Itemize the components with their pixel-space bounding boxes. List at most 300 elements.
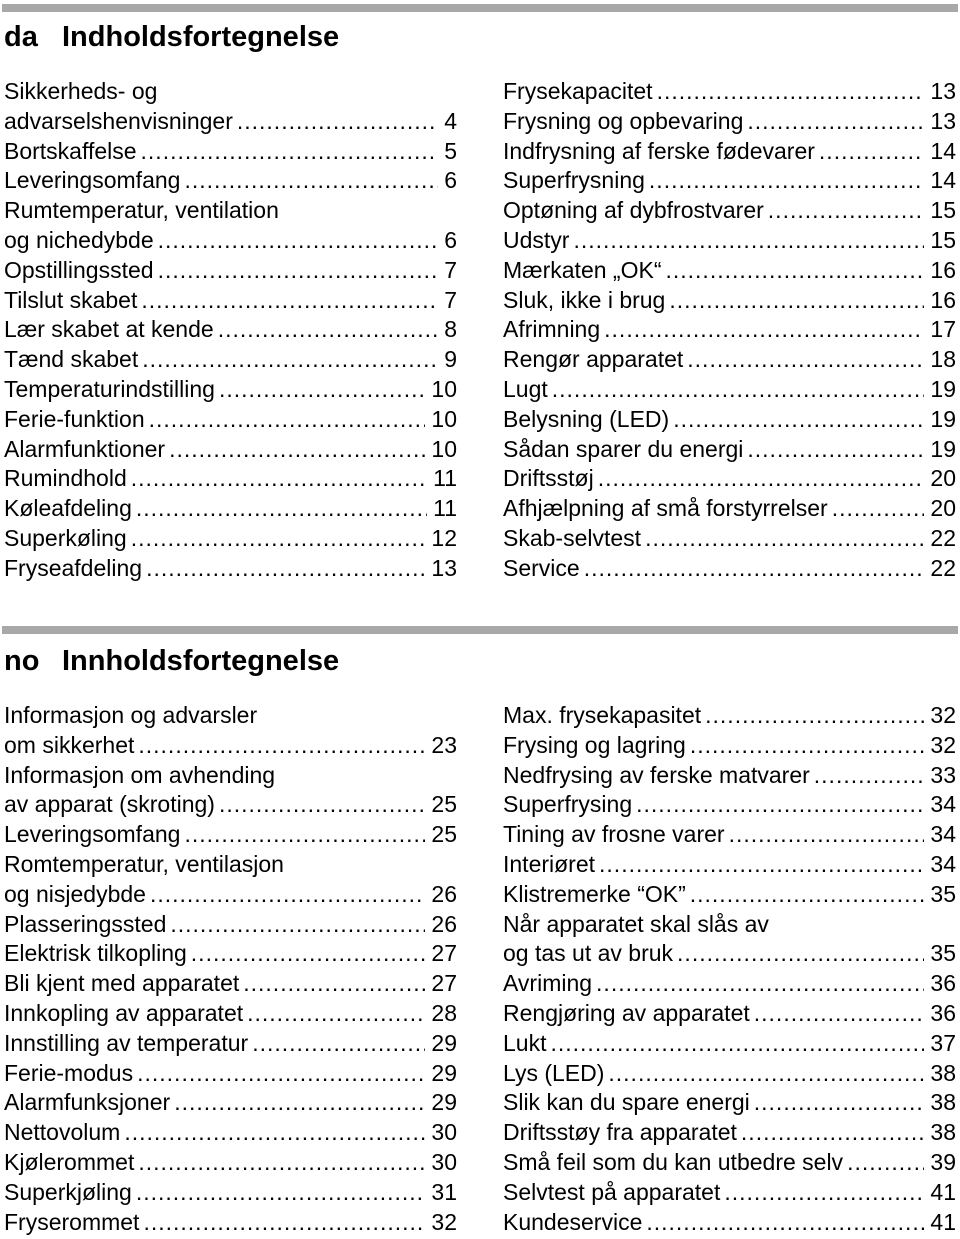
toc-entry-title: Kundeservice: [503, 1208, 643, 1235]
toc-page-number: 7: [444, 256, 457, 283]
toc-entry[interactable]: [503, 1059, 956, 1089]
toc-entry-line: [4, 1059, 457, 1089]
dot-leader: [847, 1148, 924, 1178]
dot-leader: [170, 910, 425, 940]
dot-leader: [598, 464, 925, 494]
dot-leader: [169, 435, 425, 465]
toc-entry[interactable]: [503, 464, 956, 494]
toc-entry-title: Temperaturindstilling: [4, 375, 215, 402]
toc-page-number: 30: [431, 1119, 457, 1146]
dot-leader: [705, 701, 924, 731]
toc-entry-title: Små feil som du kan utbedre selv: [503, 1148, 844, 1175]
toc-entry[interactable]: [4, 1178, 457, 1208]
dot-leader: [552, 375, 925, 405]
toc-entry-line: [4, 524, 457, 554]
toc-entry-title: Ferie-funktion: [4, 405, 145, 432]
toc-entry-line: [4, 880, 457, 910]
toc-entry-title: Bli kjent med apparatet: [4, 970, 240, 997]
toc-entry-title: Alarmfunksjoner: [4, 1089, 171, 1116]
toc-entry-title: Fryserommet: [4, 1208, 140, 1235]
toc-entry[interactable]: [503, 435, 956, 465]
toc-entry[interactable]: [4, 166, 457, 196]
toc-entry[interactable]: [4, 77, 457, 137]
toc-entry[interactable]: [503, 524, 956, 554]
dot-leader: [174, 1088, 425, 1118]
toc-page-number: 34: [930, 821, 956, 848]
section-heading: [4, 21, 339, 54]
toc-entry[interactable]: [503, 107, 956, 137]
toc-entry-title: Udstyr: [503, 226, 570, 253]
language-code: da: [4, 21, 38, 53]
toc-entry-title: Max. frysekapasitet: [503, 702, 702, 728]
toc-page-number: 22: [930, 524, 956, 551]
toc-page-number: 26: [431, 910, 457, 937]
dot-leader: [754, 1088, 925, 1118]
toc-entry[interactable]: [503, 494, 956, 524]
toc-entry-title: Sikkerheds- og: [4, 78, 158, 104]
section-heading: [4, 645, 339, 678]
toc-entry-line: [503, 524, 956, 554]
dot-leader: [669, 286, 924, 316]
toc-entry[interactable]: [4, 345, 457, 375]
dot-leader: [252, 1029, 425, 1059]
section-rule: [2, 626, 958, 634]
toc-entry-title: Rumindhold: [4, 465, 127, 492]
toc-entry[interactable]: [503, 226, 956, 256]
dot-leader: [146, 554, 425, 584]
toc-entry-title: Bortskaffelse: [4, 137, 137, 164]
toc-entry-title: Service: [503, 554, 580, 581]
toc-entry-title: Nedfrysing av ferske matvarer: [503, 761, 810, 788]
dot-leader: [141, 286, 438, 316]
toc-page-number: 27: [431, 970, 457, 997]
toc-entry[interactable]: [503, 77, 956, 107]
toc-page-number: 41: [930, 1178, 956, 1205]
toc-entry[interactable]: [4, 999, 457, 1029]
dot-leader: [150, 880, 425, 910]
dot-leader: [243, 969, 425, 999]
toc-entry-line: [503, 820, 956, 850]
toc-entry-line: [4, 761, 457, 791]
toc-entry[interactable]: [503, 315, 956, 345]
toc-entry-line: [503, 1088, 956, 1118]
toc-entry-title: Slik kan du spare energi: [503, 1089, 750, 1116]
toc-entry-line: [4, 999, 457, 1029]
toc-page-number: 38: [930, 1089, 956, 1116]
toc-entry-title: Rumtemperatur, ventilation: [4, 197, 279, 224]
toc-entry-line: [4, 166, 457, 196]
toc-entry-line: [503, 790, 956, 820]
toc-entry[interactable]: [4, 315, 457, 345]
dot-leader: [690, 880, 925, 910]
toc-entry[interactable]: [4, 435, 457, 465]
dot-leader: [141, 137, 439, 167]
toc-entry[interactable]: [503, 375, 956, 405]
toc-entry[interactable]: [503, 1029, 956, 1059]
dot-leader: [136, 494, 427, 524]
toc-page-number: 35: [930, 940, 956, 967]
toc-page-number: 32: [431, 1208, 457, 1235]
toc-entry[interactable]: [503, 256, 956, 286]
dot-leader: [158, 226, 439, 256]
toc-entry-title: om sikkerhet: [4, 731, 135, 758]
toc-entry[interactable]: [503, 820, 956, 850]
toc-entry-line: [4, 554, 457, 584]
toc-entry-title: Selvtest på apparatet: [503, 1178, 721, 1205]
toc-entry[interactable]: [4, 554, 457, 584]
toc-entry[interactable]: [503, 790, 956, 820]
toc-page-number: 39: [930, 1148, 956, 1175]
toc-entry-line: [503, 226, 956, 256]
toc-page-number: 29: [431, 1029, 457, 1056]
dot-leader: [184, 820, 425, 850]
toc-entry-title: Rengør apparatet: [503, 346, 684, 373]
toc-entry[interactable]: [4, 405, 457, 435]
toc-entry-title: Leveringsomfang: [4, 167, 181, 194]
toc-entry[interactable]: [503, 1148, 956, 1178]
toc-entry-line: [4, 494, 457, 524]
toc-entry[interactable]: [503, 196, 956, 226]
toc-page-number: 20: [930, 495, 956, 522]
dot-leader: [657, 77, 925, 107]
toc-entry[interactable]: [503, 999, 956, 1029]
section-title: Innholdsfortegnelse: [62, 645, 340, 677]
toc-entry-line: [503, 1208, 956, 1238]
toc-page-number: 14: [930, 167, 956, 194]
toc-entry-line: [503, 256, 956, 286]
toc-entry[interactable]: [503, 1088, 956, 1118]
dot-leader: [247, 999, 425, 1029]
toc-entry-title: Fryseafdeling: [4, 554, 143, 581]
toc-entry[interactable]: [503, 969, 956, 999]
toc-entry[interactable]: [503, 1208, 956, 1238]
toc-entry-title: advarselshenvisninger: [4, 107, 233, 134]
toc-entry[interactable]: [4, 256, 457, 286]
toc-entry-title: Avriming: [503, 970, 593, 997]
toc-column-left: [4, 77, 457, 584]
toc-entry-line: [503, 880, 956, 910]
toc-entry[interactable]: [503, 166, 956, 196]
toc-page-number: 5: [444, 137, 457, 164]
toc-entry-title: Belysning (LED): [503, 405, 670, 432]
toc-entry-line: [503, 850, 956, 880]
toc-page-number: 12: [431, 524, 457, 551]
toc-entry-line: [503, 196, 956, 226]
toc-entry-line: [503, 910, 956, 940]
toc-entry[interactable]: [4, 850, 457, 910]
toc-entry-title: Lugt: [503, 375, 548, 402]
toc-entry[interactable]: [503, 880, 956, 910]
dot-leader: [747, 435, 924, 465]
toc-entry-line: [503, 166, 956, 196]
toc-entry[interactable]: [503, 731, 956, 761]
dot-leader: [143, 1208, 425, 1238]
toc-entry[interactable]: [4, 910, 457, 940]
toc-page-number: 32: [930, 731, 956, 758]
toc-entry-line: [4, 345, 457, 375]
toc-page-number: 19: [930, 435, 956, 462]
toc-entry-line: [503, 999, 956, 1029]
toc-entry-title: Mærkaten „OK“: [503, 256, 662, 283]
toc-entry-line: [4, 77, 457, 107]
toc-page-number: 6: [444, 226, 457, 253]
toc-entry[interactable]: [4, 524, 457, 554]
toc-page-number: 16: [930, 256, 956, 283]
toc-page-number: 33: [930, 761, 956, 788]
toc-page-number: 22: [930, 554, 956, 581]
toc-entry[interactable]: [4, 464, 457, 494]
toc-entry-title: og nichedybde: [4, 226, 154, 253]
toc-page-number: 8: [444, 316, 457, 343]
dot-leader: [219, 790, 425, 820]
section-title: Indholdsfortegnelse: [62, 21, 340, 53]
toc-entry[interactable]: [503, 701, 956, 731]
toc-page-number: 19: [930, 375, 956, 402]
toc-entry-title: Indfrysning af ferske fødevarer: [503, 137, 815, 164]
toc-entry-line: [503, 405, 956, 435]
toc-entry-line: [4, 1118, 457, 1148]
dot-leader: [137, 1059, 425, 1089]
toc-entry[interactable]: [503, 850, 956, 880]
toc-entry[interactable]: [503, 405, 956, 435]
toc-entry-title: Informasjon om avhending: [4, 761, 276, 788]
toc-entry[interactable]: [4, 820, 457, 850]
toc-entry[interactable]: [4, 1059, 457, 1089]
toc-entry-line: [4, 1208, 457, 1238]
toc-page-number: 13: [431, 554, 457, 581]
toc-entry[interactable]: [4, 969, 457, 999]
toc-entry-title: Klistremerke “OK”: [503, 880, 686, 907]
dot-leader: [768, 196, 925, 226]
toc-entry-title: Sådan sparer du energi: [503, 435, 744, 462]
toc-page-number: 14: [930, 137, 956, 164]
toc-entry-title: Lys (LED): [503, 1059, 605, 1086]
toc-entry-line: [4, 1029, 457, 1059]
toc-entry-line: [4, 137, 457, 167]
toc-page-number: 4: [444, 107, 457, 134]
toc-entry-title: Interiøret: [503, 850, 596, 877]
toc-entry[interactable]: [503, 910, 956, 970]
toc-entry-title: av apparat (skroting): [4, 791, 215, 818]
toc-entry[interactable]: [503, 345, 956, 375]
section-rule: [2, 4, 958, 12]
toc-entry-title: Superkøling: [4, 524, 127, 551]
toc-entry-line: [4, 731, 457, 761]
toc-page-number: 13: [930, 107, 956, 134]
dot-leader: [687, 345, 924, 375]
toc-entry-title: Superfrysning: [503, 167, 645, 194]
toc-page-number: 38: [930, 1119, 956, 1146]
toc-entry-line: [503, 554, 956, 584]
toc-entry-title: Afhjælpning af små forstyrrelser: [503, 495, 828, 522]
toc-entry[interactable]: [4, 1118, 457, 1148]
dot-leader: [131, 464, 427, 494]
toc-page-number: 34: [930, 791, 956, 818]
toc-entry-line: [4, 969, 457, 999]
toc-entry[interactable]: [4, 1088, 457, 1118]
toc-entry-title: Frysning og opbevaring: [503, 107, 744, 134]
toc-entry-line: [4, 910, 457, 940]
toc-entry[interactable]: [4, 939, 457, 969]
dot-leader: [158, 256, 439, 286]
toc-entry-line: [503, 107, 956, 137]
toc-entry-line: [4, 1088, 457, 1118]
toc-column-left: [4, 701, 457, 1237]
toc-page-number: 19: [930, 405, 956, 432]
toc-entry-title: Sluk, ikke i brug: [503, 286, 666, 313]
toc-entry-title: Nettovolum: [4, 1119, 121, 1146]
toc-entry[interactable]: [4, 137, 457, 167]
toc-entry-title: Elektrisk tilkopling: [4, 940, 187, 967]
toc-entry[interactable]: [503, 286, 956, 316]
dot-leader: [124, 1118, 425, 1148]
dot-leader: [690, 731, 925, 761]
dot-leader: [573, 226, 924, 256]
toc-entry[interactable]: [4, 286, 457, 316]
toc-page-number: 25: [431, 821, 457, 848]
toc-page-number: 10: [431, 375, 457, 402]
toc-entry-line: [503, 464, 956, 494]
toc-entry-line: [503, 761, 956, 791]
dot-leader: [237, 107, 438, 137]
dot-leader: [741, 1118, 924, 1148]
toc-entry-line: [4, 375, 457, 405]
toc-entry-title: Innstilling av temperatur: [4, 1029, 249, 1056]
toc-page-number: 10: [431, 405, 457, 432]
toc-entry-line: [4, 820, 457, 850]
toc-page-number: 28: [431, 999, 457, 1026]
toc-page-number: 27: [431, 940, 457, 967]
toc-entry-line: [4, 226, 457, 256]
toc-page-number: 7: [444, 286, 457, 313]
toc-entry-title: Tining av frosne varer: [503, 821, 725, 848]
toc-entry-line: [503, 286, 956, 316]
toc-page-number: 36: [930, 970, 956, 997]
toc-page-number: 35: [930, 880, 956, 907]
toc-page-number: 29: [431, 1089, 457, 1116]
toc-entry[interactable]: [503, 1118, 956, 1148]
dot-leader: [596, 969, 924, 999]
dot-leader: [584, 554, 925, 584]
dot-leader: [747, 107, 924, 137]
toc-page-number: 10: [431, 435, 457, 462]
toc-entry-line: [503, 1178, 956, 1208]
toc-page-number: 18: [930, 346, 956, 373]
toc-entry[interactable]: [503, 1178, 956, 1208]
toc-entry-line: [4, 464, 457, 494]
toc-page-number: 23: [431, 731, 457, 758]
toc-entry-line: [503, 939, 956, 969]
toc-entry-title: Rengjøring av apparatet: [503, 999, 750, 1026]
toc-page-number: 29: [431, 1059, 457, 1086]
toc-entry[interactable]: [503, 554, 956, 584]
toc-page-number: 30: [431, 1148, 457, 1175]
toc-entry-title: Frysing og lagring: [503, 731, 686, 758]
toc-entry[interactable]: [4, 1208, 457, 1238]
toc-entry-line: [4, 701, 457, 731]
toc-page-number: 11: [433, 495, 457, 522]
dot-leader: [149, 405, 426, 435]
toc-entry-title: Alarmfunktioner: [4, 435, 166, 462]
dot-leader: [218, 315, 439, 345]
dot-leader: [138, 1148, 425, 1178]
toc-entry[interactable]: [503, 137, 956, 167]
toc-page-number: 17: [930, 316, 956, 343]
dot-leader: [729, 820, 925, 850]
toc-page-number: 37: [930, 1029, 956, 1056]
toc-entry-title: Driftsstøj: [503, 465, 594, 492]
toc-entry[interactable]: [4, 196, 457, 256]
dot-leader: [665, 256, 924, 286]
toc-entry-line: [503, 1118, 956, 1148]
toc-entry[interactable]: [4, 494, 457, 524]
toc-entry[interactable]: [4, 1148, 457, 1178]
toc-page-number: 41: [930, 1208, 956, 1235]
toc-column-right: [503, 701, 956, 1237]
toc-entry-line: [4, 1148, 457, 1178]
dot-leader: [724, 1178, 924, 1208]
toc-entry-title: Skab-selvtest: [503, 524, 642, 551]
toc-page-number: 6: [444, 167, 457, 194]
toc-entry[interactable]: [503, 761, 956, 791]
toc-page-number: 32: [930, 702, 956, 728]
language-code: no: [4, 645, 40, 677]
toc-page-number: 16: [930, 286, 956, 313]
dot-leader: [131, 524, 426, 554]
toc-entry-title: og nisjedybde: [4, 880, 146, 907]
toc-entry-title: Køleafdeling: [4, 495, 132, 522]
toc-entry-line: [503, 137, 956, 167]
toc-page-number: 11: [433, 465, 457, 492]
toc-entry-title: Optøning af dybfrostvarer: [503, 197, 764, 224]
dot-leader: [649, 166, 924, 196]
toc-page-number: 31: [431, 1178, 457, 1205]
dot-leader: [219, 375, 425, 405]
toc-entry-line: [4, 1178, 457, 1208]
dot-leader: [599, 850, 924, 880]
toc-entry-line: [4, 256, 457, 286]
toc-entry[interactable]: [4, 761, 457, 821]
toc-entry-line: [503, 1059, 956, 1089]
toc-entry-title: Romtemperatur, ventilasjon: [4, 850, 284, 877]
toc-entry-title: og tas ut av bruk: [503, 940, 674, 967]
dot-leader: [832, 494, 925, 524]
toc-page-number: 9: [444, 346, 457, 373]
dot-leader: [138, 731, 425, 761]
toc-entry-title: Frysekapacitet: [503, 78, 653, 104]
dot-leader: [673, 405, 924, 435]
toc-page-number: 34: [930, 850, 956, 877]
dot-leader: [636, 790, 924, 820]
toc-entry-title: Når apparatet skal slås av: [503, 910, 769, 937]
toc-entry-line: [4, 405, 457, 435]
toc-page-number: 38: [930, 1059, 956, 1086]
toc-entry[interactable]: [4, 375, 457, 405]
toc-entry-line: [4, 107, 457, 137]
toc-entry-line: [4, 435, 457, 465]
toc-entry-line: [503, 375, 956, 405]
toc-entry[interactable]: [4, 1029, 457, 1059]
dot-leader: [819, 137, 924, 167]
toc-entry-title: Lær skabet at kende: [4, 316, 214, 343]
dot-leader: [184, 166, 438, 196]
toc-page-number: 26: [431, 880, 457, 907]
toc-entry[interactable]: [4, 701, 457, 761]
toc-entry-line: [4, 196, 457, 226]
toc-entry-line: [503, 435, 956, 465]
toc-page-number: 15: [930, 226, 956, 253]
toc-entry-title: Ferie-modus: [4, 1059, 134, 1086]
